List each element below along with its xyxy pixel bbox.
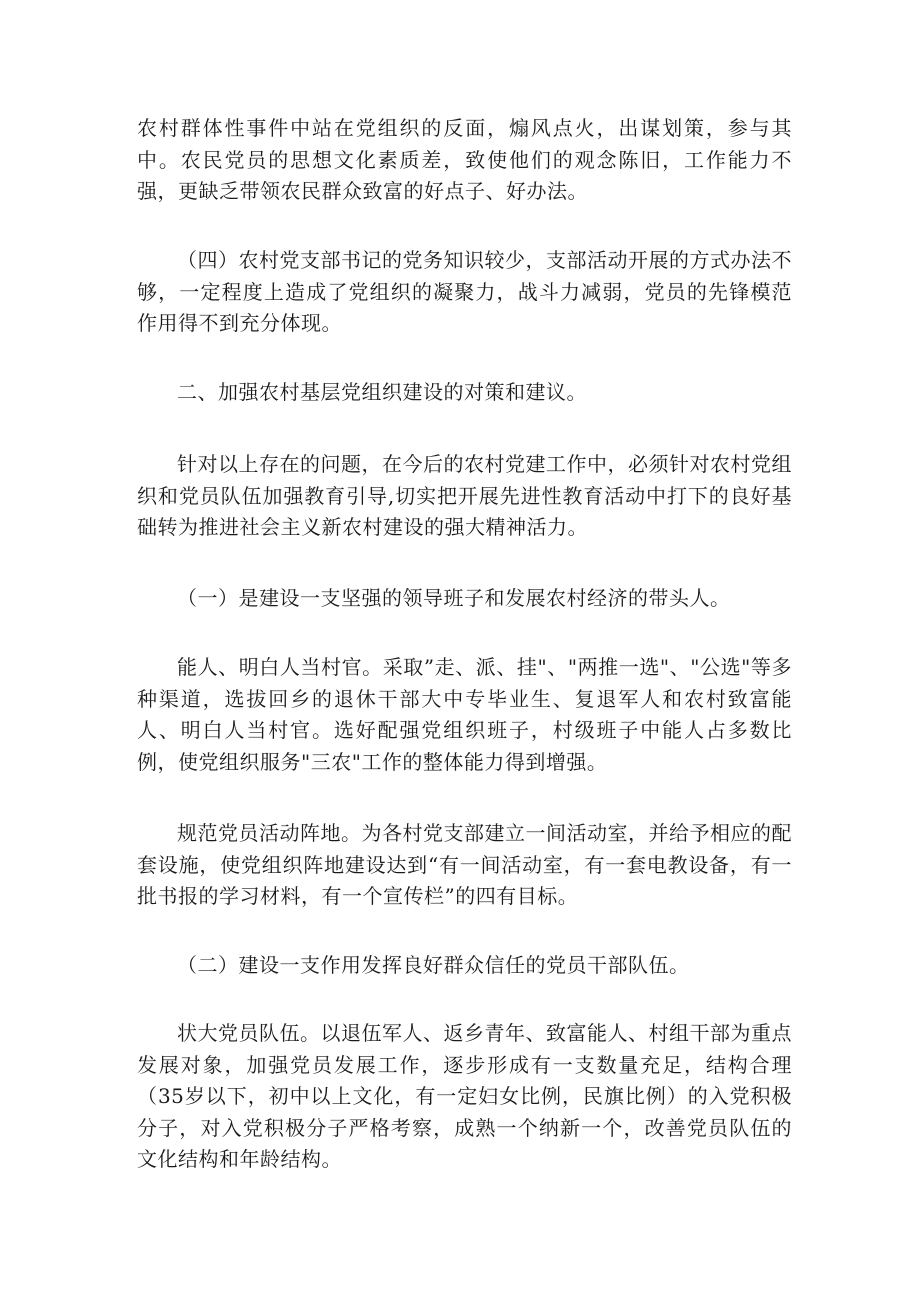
paragraph-village-officials: 能人、明白人当村官。采取”走、派、挂"、"两推一选"、"公选"等多种渠道，选拔回乡的退休干部大中专毕业生、复退军人和农村致富能人、明白人当村官。选好配强党组织班子，村级班子中能人占多数比例，使党组织服务"三农"工作的整体能力得到增强。 [137,655,792,774]
subheading-two: （二）建设一支作用发挥良好群众信任的党员干部队伍。 [177,953,690,977]
paragraph-section-four: （四）农村党支部书记的党务知识较少，支部活动开展的方式办法不够，一定程度上造成了党组织的凝聚力，战斗力减弱，党员的先锋模范作用得不到充分体现。 [137,248,792,335]
paragraph-party-ranks: 状大党员队伍。以退伍军人、返乡青年、致富能人、村组干部为重点发展对象，加强党员发展工作，逐步形成有一支数量充足，结构合理（35岁以下，初中以上文化，有一定妇女比例，民旗比例）的入党积极分子，对入党积极分子严格考察，成熟一个纳新一个，改善党员队伍的文化结构和年龄结构。 [137,1021,792,1171]
paragraph-activity-venue: 规范党员活动阵地。为各村党支部建立一间活动室，并给予相应的配套设施，使党组织阵地建设达到“有一间活动室，有一套电教设备，有一批书报的学习材料，有一个宣传栏”的四有目标。 [137,821,792,908]
heading-section-two: 二、加强农村基层党组织建设的对策和建议。 [177,380,587,404]
paragraph-intro: 针对以上存在的问题，在今后的农村党建工作中，必须针对农村党组织和党员队伍加强教育引导,切实把开展先进性教育活动中打下的良好基础转为推进社会主义新农村建设的强大精神活力。 [137,452,792,539]
paragraph-continuation: 农村群体性事件中站在党组织的反面，煽风点火，出谋划策，参与其中。农民党员的思想文化素质差，致使他们的观念陈旧，工作能力不强，更缺乏带领农民群众致富的好点子、好办法。 [137,116,792,203]
subheading-one: （一）是建设一支坚强的领导班子和发展农村经济的带头人。 [177,586,731,610]
